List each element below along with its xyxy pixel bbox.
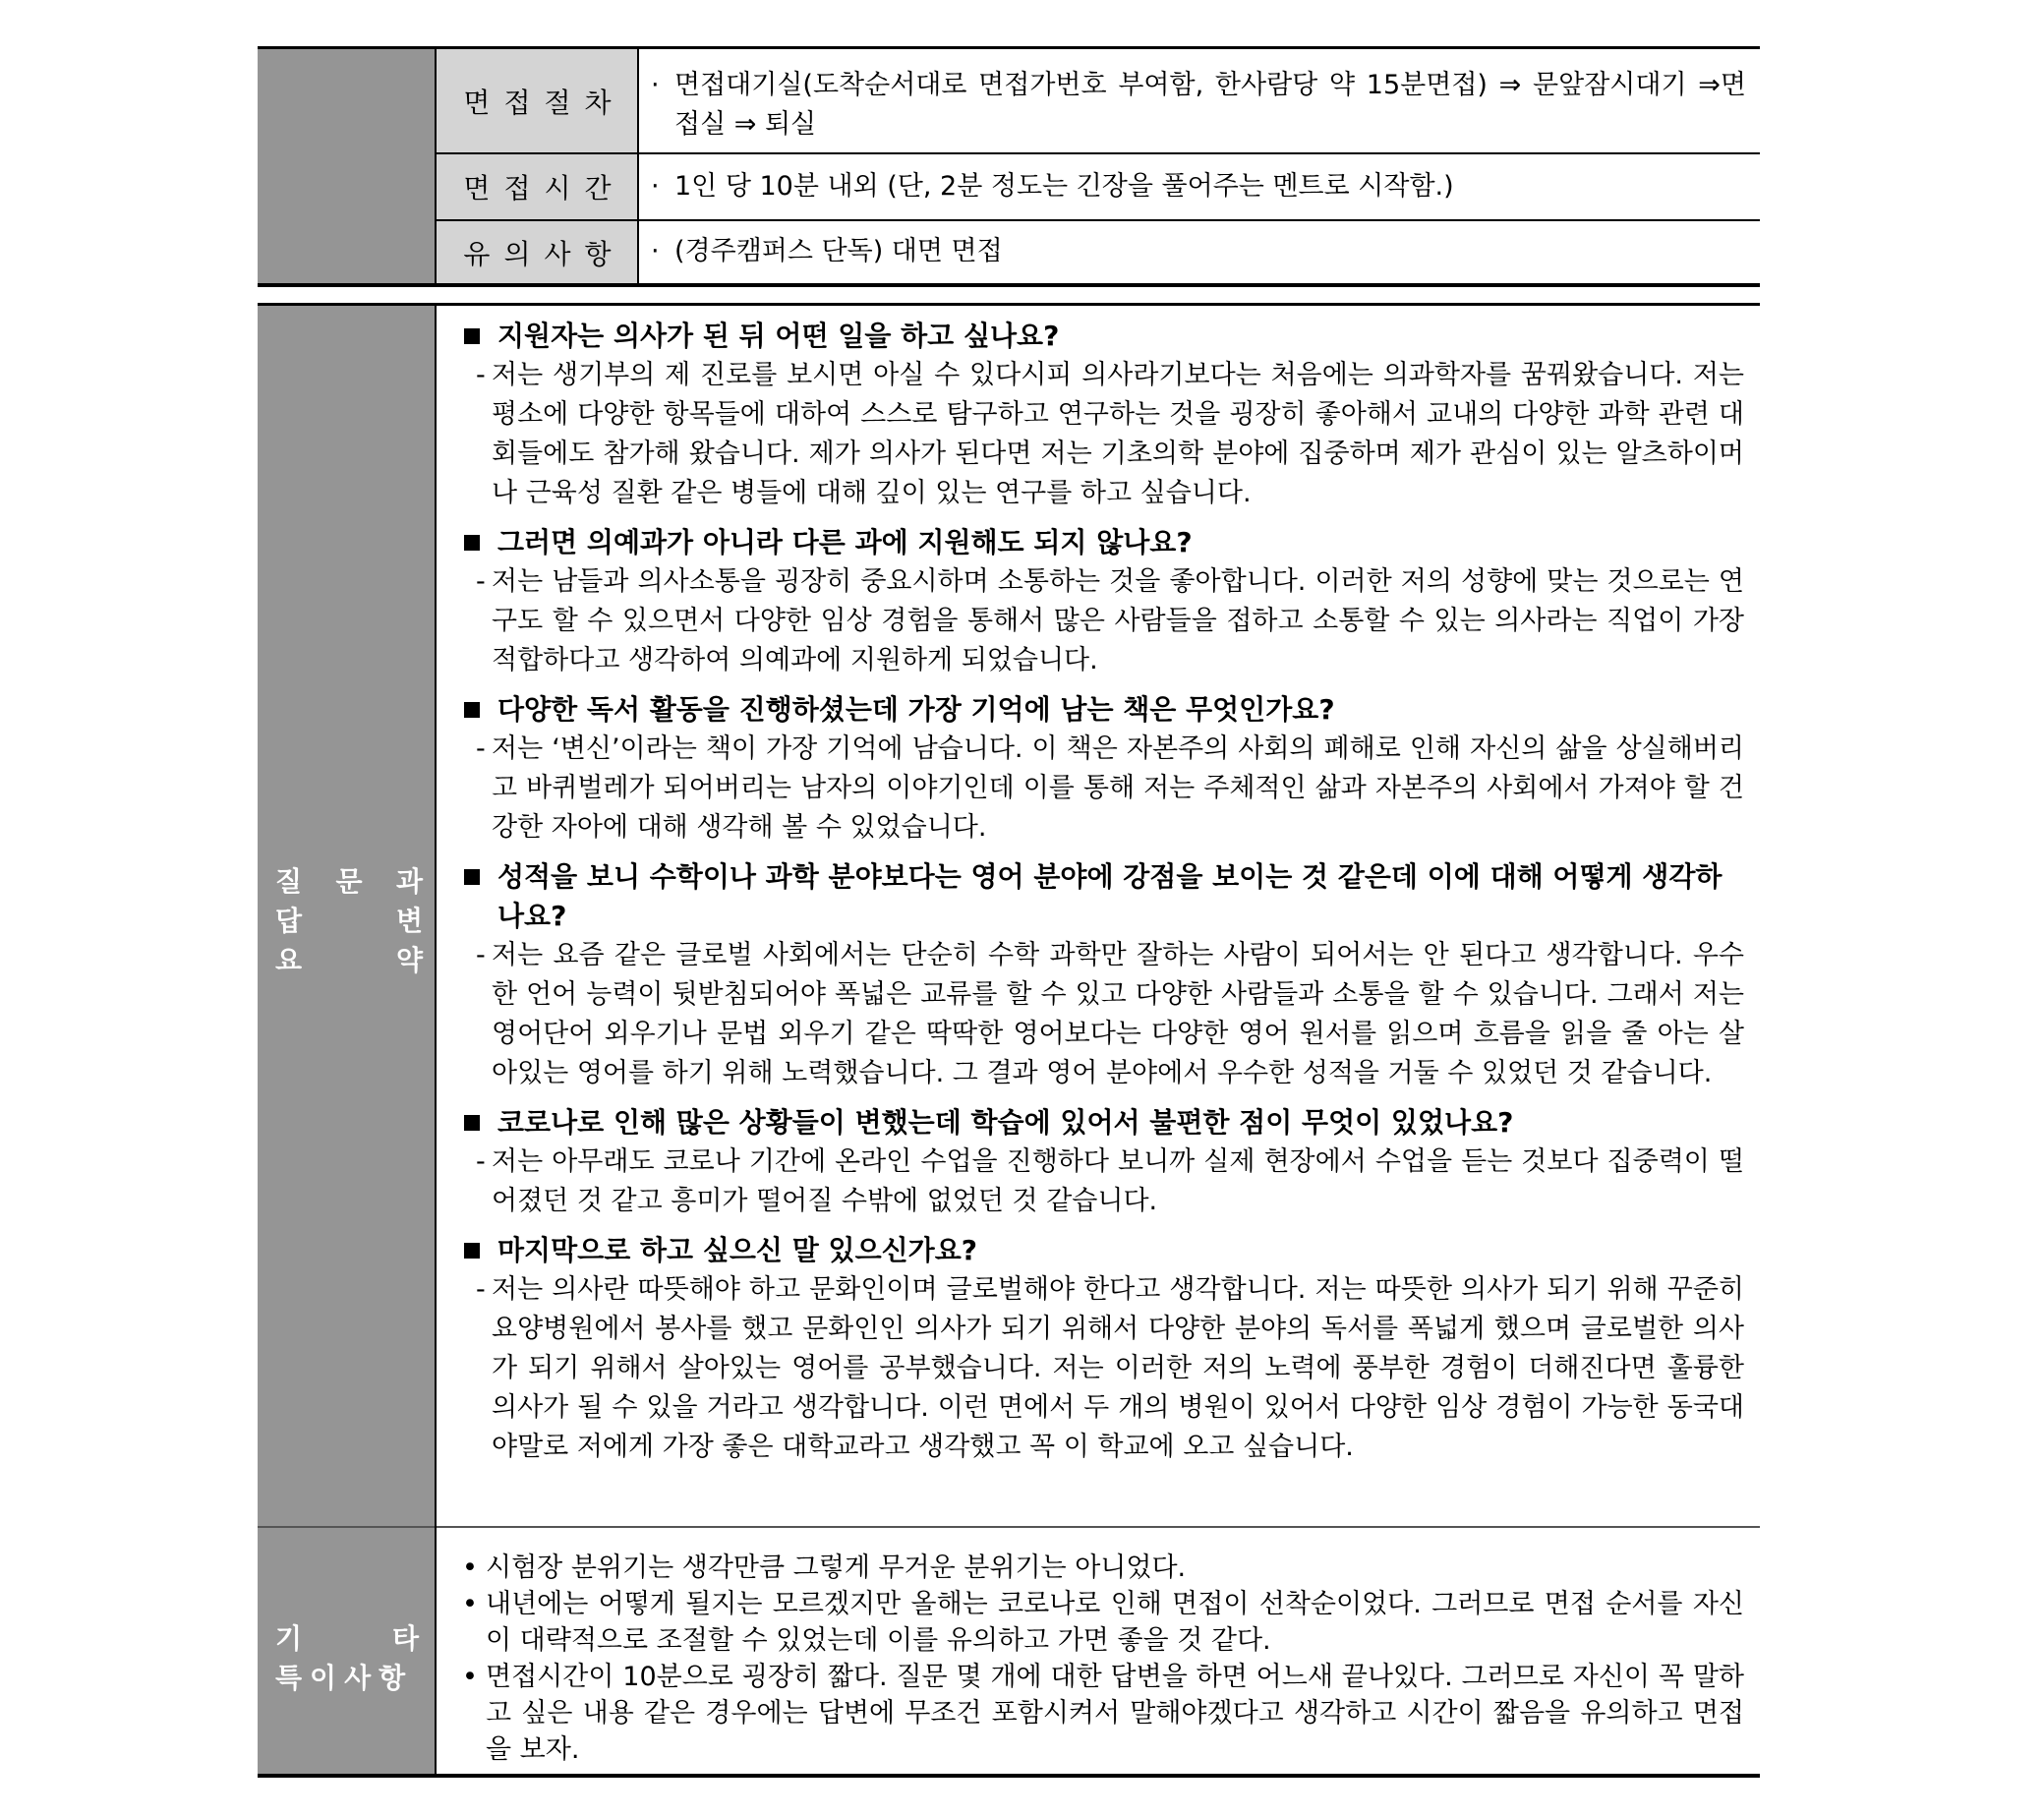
question <box>450 317 1744 356</box>
qa-item <box>450 857 1744 1093</box>
value-procedure <box>651 66 1746 145</box>
square-bullet-icon <box>464 869 480 885</box>
qa-section-label <box>275 860 423 978</box>
etc-label-line2: 특이사항 <box>275 1662 414 1694</box>
answer-text: 저는 ‘변신’이라는 책이 가장 기억에 남습니다. 이 책은 자본주의 사회의 폐해로 인해 자신의 삶을 상실해버리고 바퀴벌레가 되어버리는 남자의 이야기인데 이를 통해 저는 주체적인 삶과 자본주의 사회에서 가져야 할 건강한 자아에 대해 생각해 볼 수 있었습니다. <box>492 733 1744 843</box>
answer-text: 저는 생기부의 제 진로를 보시면 아실 수 있다시피 의사라기보다는 처음에는 의과학자를 꿈꿔왔습니다. 저는 평소에 다양한 항목들에 대하여 스스로 탐구하고 연구하는 것을 굉장히 좋아해서 교내의 다양한 과학 관련 대회들에도 참가해 왔습니다. 제가 의사가 된다면 저는 기초의학 분야에 집중하며 제가 관심이 있는 알츠하이머나 근육성 질환 같은 병들에 대해 깊이 있는 연구를 하고 싶습니다. <box>492 360 1744 508</box>
table-bottom-border <box>258 1774 1760 1778</box>
answer-text: 저는 남들과 의사소통을 굉장히 중요시하며 소통하는 것을 좋아합니다. 이러한 저의 성향에 맞는 것으로는 연구도 할 수 있으면서 다양한 임상 경험을 통해서 많은 사람들을 접하고 소통할 수 있는 의사라는 직업이 가장 적합하다고 생각하여 의예과에 지원하게 되었습니다. <box>492 566 1744 675</box>
question <box>450 523 1744 562</box>
square-bullet-icon <box>464 328 480 344</box>
qa-table <box>258 303 1760 1778</box>
answer <box>450 730 1744 848</box>
qa-label-line1: 질 문 과 <box>275 865 423 898</box>
notes-text: (경주캠퍼스 단독) 대면 면접 <box>674 236 1003 266</box>
square-bullet-icon <box>464 702 480 718</box>
question-text: 그러면 의예과가 아니라 다른 과에 지원해도 되지 않나요? <box>497 526 1193 558</box>
bullet: · <box>651 236 660 266</box>
interview-info-table <box>258 46 1760 287</box>
column-divider <box>435 306 437 1774</box>
square-bullet-icon <box>464 1243 480 1259</box>
answer <box>450 1270 1744 1467</box>
etc-text: 면접시간이 10분으로 굉장히 짧다. 질문 몇 개에 대한 답변을 하면 어느새 끝나있다. 그러므로 자신이 꼭 말하고 싶은 내용 같은 경우에는 답변에 무조건 포함시켜서 말해야겠다고 생각하고 시간이 짧음을 유의하고 면접을 보자. <box>486 1662 1744 1765</box>
etc-label-line1: 기 타 <box>275 1622 423 1655</box>
bullet: · <box>651 171 660 202</box>
list-item <box>450 1550 1744 1586</box>
bullet-icon: • <box>462 1589 478 1619</box>
column-divider <box>435 49 437 283</box>
value-time <box>651 167 1746 206</box>
label-notes: 유의사항 <box>437 221 638 283</box>
bullet-icon: • <box>462 1662 478 1692</box>
dash-bullet: - <box>476 1146 486 1177</box>
qa-label-line3: 요 약 <box>275 944 423 976</box>
question-text: 코로나로 인해 많은 상황들이 변했는데 학습에 있어서 불편한 점이 무엇이 있었나요? <box>497 1106 1514 1139</box>
list-item <box>450 1659 1744 1768</box>
dash-bullet: - <box>476 940 486 970</box>
answer-text: 저는 아무래도 코로나 기간에 온라인 수업을 진행하다 보니까 실제 현장에서 수업을 듣는 것보다 집중력이 떨어졌던 것 같고 흥미가 떨어질 수밖에 없었던 것 같습니다. <box>492 1146 1744 1216</box>
etc-text: 내년에는 어떻게 될지는 모르겠지만 올해는 코로나로 인해 면접이 선착순이었다. 그러므로 면접 순서를 자신이 대략적으로 조절할 수 있었는데 이를 유의하고 가면 좋을 것 같다. <box>486 1589 1744 1656</box>
qa-label-line2: 답 변 <box>275 905 423 937</box>
answer-text: 저는 의사란 따뜻해야 하고 문화인이며 글로벌해야 한다고 생각합니다. 저는 따뜻한 의사가 되기 위해 꾸준히 요양병원에서 봉사를 했고 문화인인 의사가 되기 위해서 다양한 분야의 독서를 폭넓게 했으며 글로벌한 의사가 되기 위해서 살아있는 영어를 공부했습니다. 저는 이러한 저의 노력에 풍부한 경험이 더해진다면 훌륭한 의사가 될 수 있을 거라고 생각합니다. 이런 면에서 두 개의 병원이 있어서 다양한 임상 경험이 가능한 동국대야말로 저에게 가장 좋은 대학교라고 생각했고 꼭 이 학교에 오고 싶습니다. <box>492 1274 1744 1462</box>
question <box>450 690 1744 730</box>
dash-bullet: - <box>476 566 486 597</box>
qa-item <box>450 1103 1744 1221</box>
qa-list <box>450 317 1744 1477</box>
dash-bullet: - <box>476 360 486 390</box>
column-divider <box>637 49 639 283</box>
etc-section-label <box>275 1617 423 1696</box>
question-text: 지원자는 의사가 된 뒤 어떤 일을 하고 싶나요? <box>497 320 1060 352</box>
square-bullet-icon <box>464 1115 480 1131</box>
label-procedure: 면접절차 <box>437 49 638 152</box>
question-text: 다양한 독서 활동을 진행하셨는데 가장 기억에 남는 책은 무엇인가요? <box>497 693 1335 726</box>
answer <box>450 936 1744 1093</box>
procedure-text: 면접대기실(도착순서대로 면접가번호 부여함, 한사람당 약 15분면접) ⇒ 문앞잠시대기 ⇒면접실 ⇒ 퇴실 <box>674 70 1746 140</box>
table-bottom-border <box>258 283 1760 287</box>
bullet: · <box>651 70 660 100</box>
qa-item <box>450 1231 1744 1467</box>
section-divider <box>258 1526 1760 1528</box>
question-text: 마지막으로 하고 싶으신 말 있으신가요? <box>497 1234 978 1266</box>
label-time: 면접시간 <box>437 154 638 219</box>
square-bullet-icon <box>464 535 480 551</box>
qa-item <box>450 690 1744 848</box>
answer <box>450 356 1744 513</box>
question <box>450 1231 1744 1270</box>
dash-bullet: - <box>476 733 486 764</box>
qa-item <box>450 317 1744 513</box>
answer <box>450 1143 1744 1221</box>
dash-bullet: - <box>476 1274 486 1305</box>
etc-list <box>450 1550 1744 1768</box>
question <box>450 1103 1744 1143</box>
list-item <box>450 1586 1744 1659</box>
table-left-column <box>258 49 435 283</box>
qa-item <box>450 523 1744 680</box>
etc-text: 시험장 분위기는 생각만큼 그렇게 무거운 분위기는 아니었다. <box>486 1553 1187 1583</box>
time-text: 1인 당 10분 내외 (단, 2분 정도는 긴장을 풀어주는 멘트로 시작함.) <box>674 171 1454 202</box>
bullet-icon: • <box>462 1553 478 1583</box>
answer-text: 저는 요즘 같은 글로벌 사회에서는 단순히 수학 과학만 잘하는 사람이 되어서는 안 된다고 생각합니다. 우수한 언어 능력이 뒷받침되어야 폭넓은 교류를 할 수 있고 다양한 사람들과 소통을 할 수 있습니다. 그래서 저는 영어단어 외우기나 문법 외우기 같은 딱딱한 영어보다는 다양한 영어 원서를 읽으며 흐름을 읽을 줄 아는 살아있는 영어를 하기 위해 노력했습니다. 그 결과 영어 분야에서 우수한 성적을 거둘 수 있었던 것 같습니다. <box>492 940 1744 1088</box>
answer <box>450 562 1744 680</box>
value-notes <box>651 232 1746 271</box>
table-top-border <box>258 303 1760 306</box>
question-text: 성적을 보니 수학이나 과학 분야보다는 영어 분야에 강점을 보이는 것 같은데 이에 대해 어떻게 생각하나요? <box>497 860 1723 932</box>
question <box>450 857 1744 936</box>
